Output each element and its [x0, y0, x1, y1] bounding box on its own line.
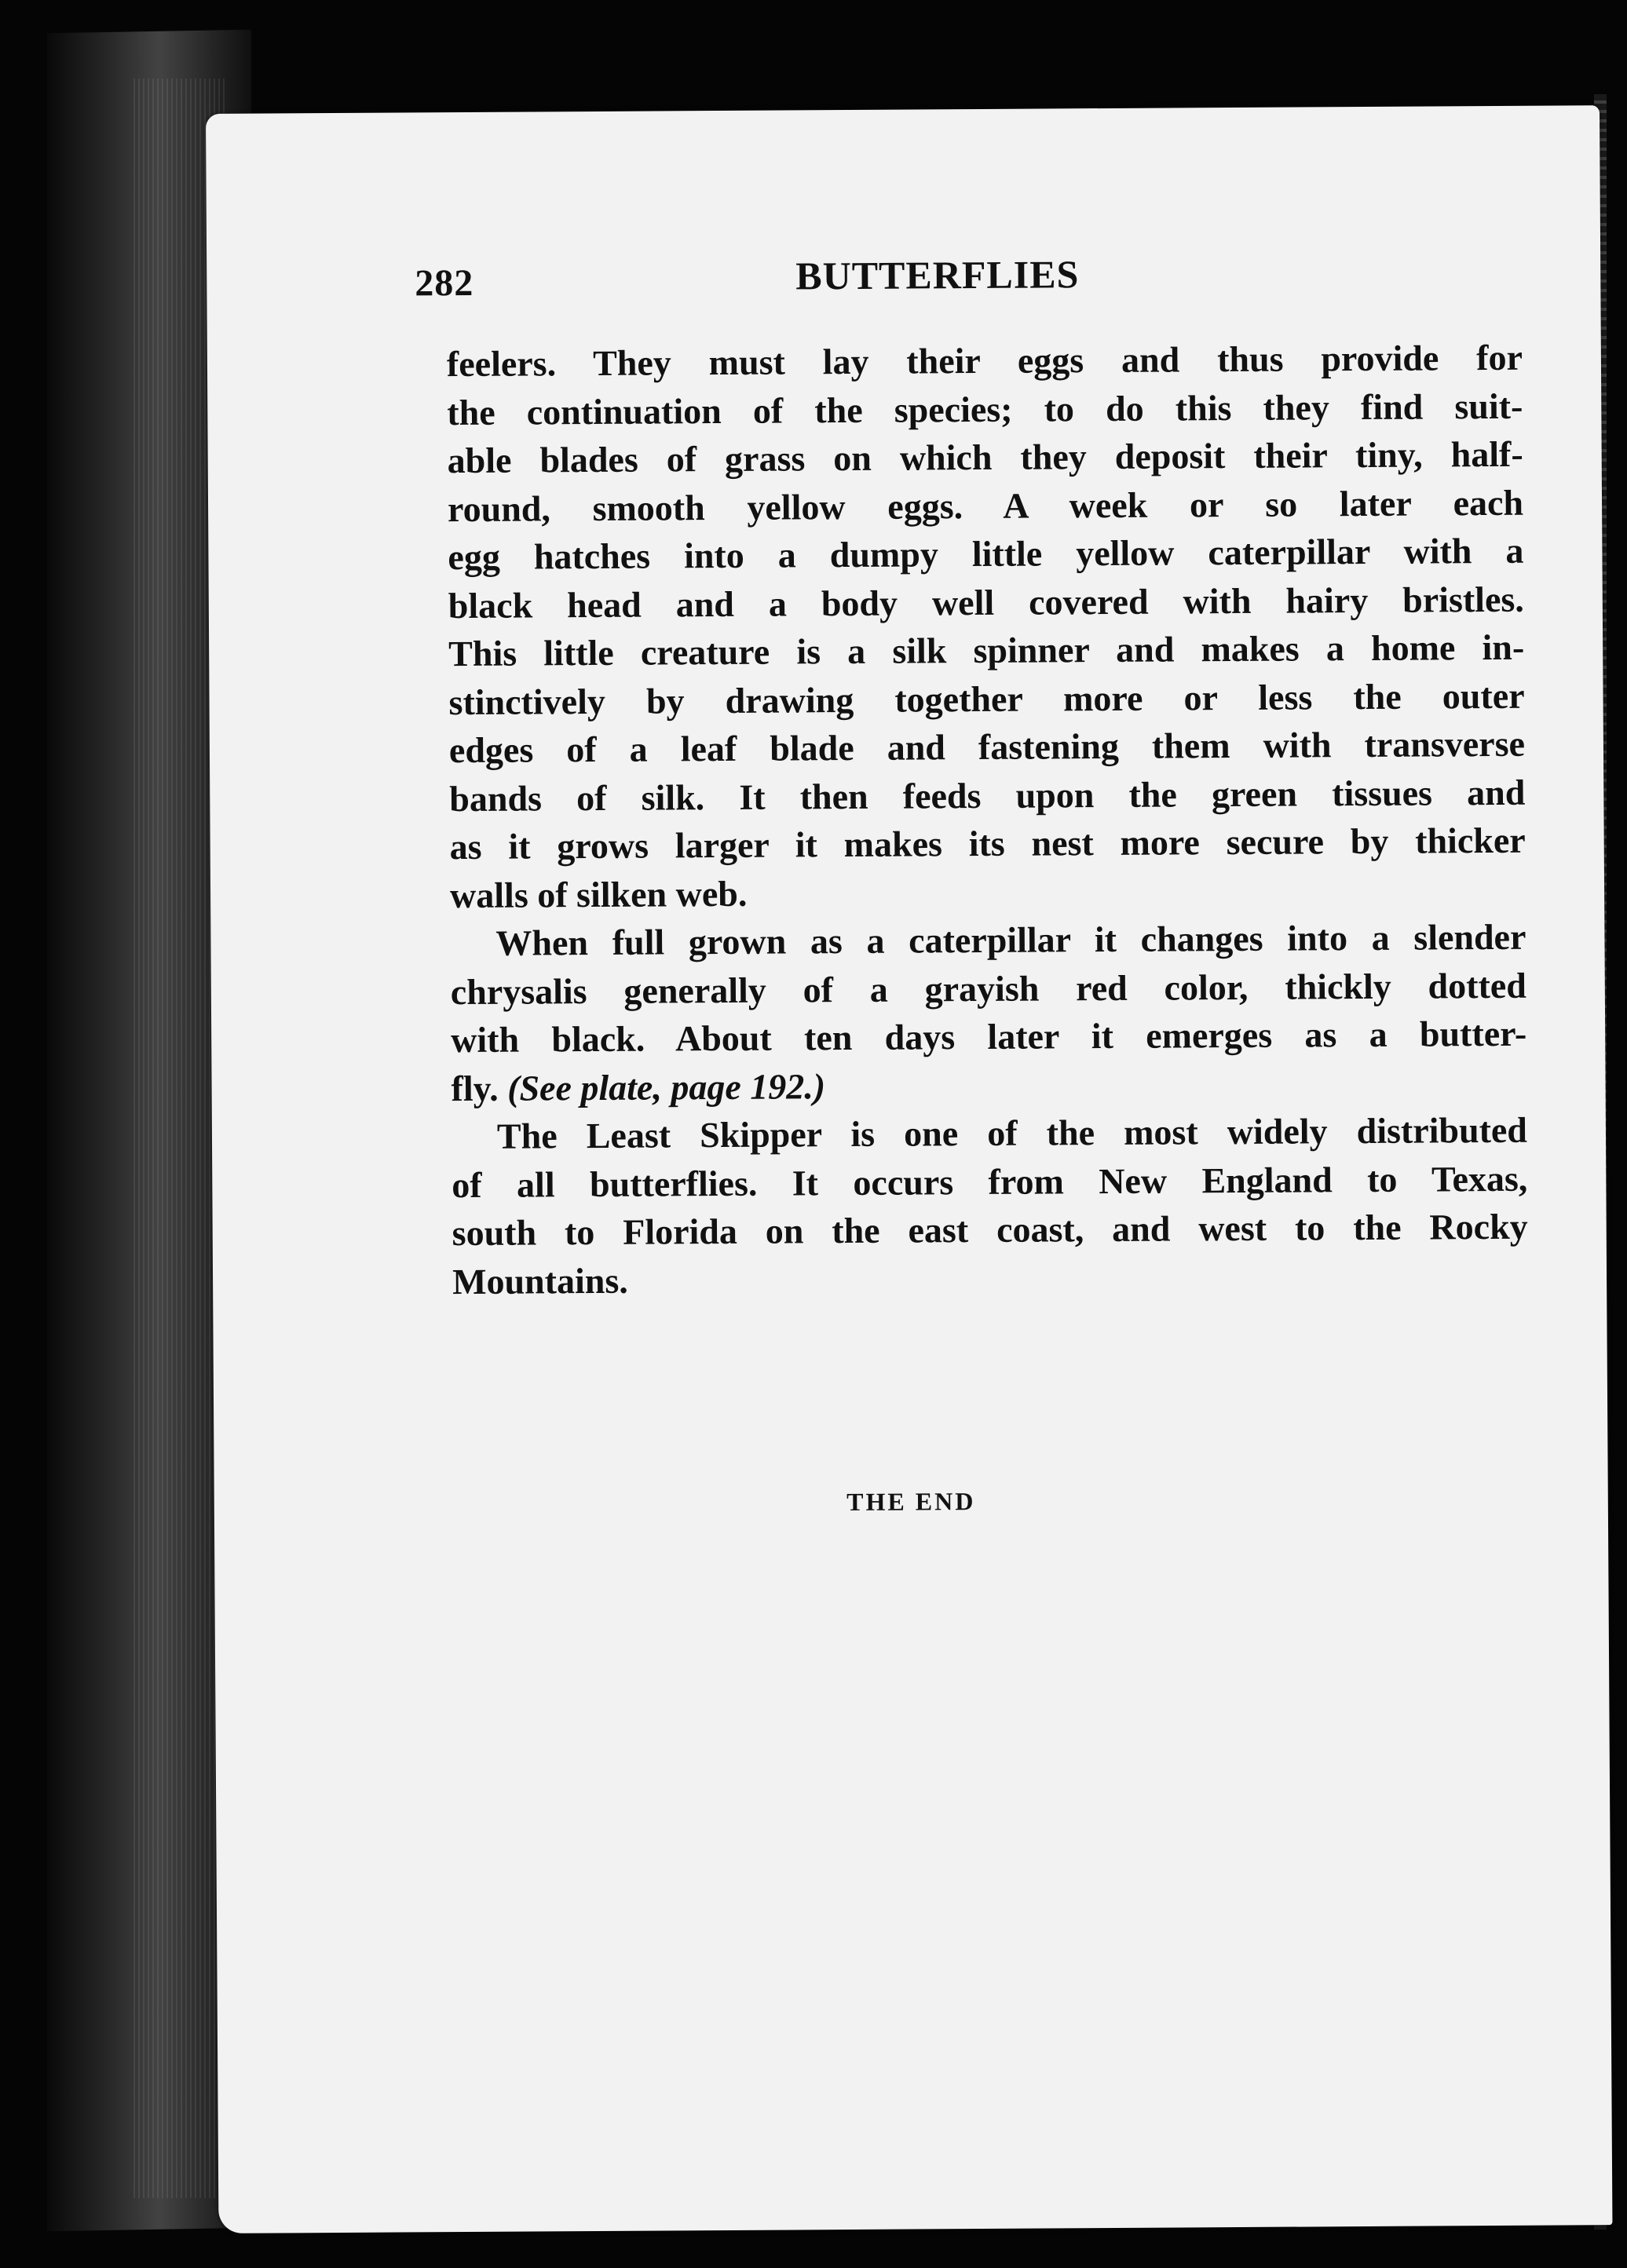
text-line [451, 1057, 1526, 1112]
text-line: with black. About ten days later it emerges as a butter- [451, 1013, 1527, 1061]
text-line: black head and a body well covered with hairy bristles. [448, 579, 1524, 626]
text-line: feelers. They must lay their eggs and thus provide for [446, 337, 1523, 385]
text-fragment: fly. [451, 1068, 508, 1108]
text-line: able blades of grass on which they deposit their tiny, half- [447, 433, 1523, 481]
header-title: BUTTERFLIES [795, 252, 1080, 298]
text-line: Mountains. [452, 1260, 628, 1302]
plate-reference: (See plate, page 192.) [506, 1065, 826, 1108]
text-line: This little creature is a silk spinner and makes a home in- [448, 626, 1525, 674]
text-line: bands of silk. It then feeds upon the green tissues and [449, 772, 1526, 819]
text-line: When full grown as a caterpillar it changes into a slender [495, 916, 1526, 963]
text-line: round, smooth yellow eggs. A week or so later each [447, 482, 1524, 529]
text-line: walls of silken web. [449, 873, 748, 915]
body-text [447, 334, 1528, 1306]
text-line: south to Florida on the east coast, and west to the Rocky [452, 1206, 1528, 1254]
the-end: THE END [846, 1487, 976, 1517]
text-line: as it grows larger it makes its nest more secure by thicker [449, 820, 1526, 867]
paragraph-3 [452, 1106, 1528, 1306]
paragraph-1 [447, 334, 1526, 919]
page-number: 282 [415, 261, 474, 305]
text-line: The Least Skipper is one of the most widely distributed [496, 1109, 1528, 1156]
text-line: of all butterflies. It occurs from New England to Texas, [452, 1158, 1528, 1205]
paragraph-2 [450, 913, 1526, 1112]
text-line: edges of a leaf blade and fastening them with transverse [448, 723, 1526, 771]
text-line: the continuation of the species; to do this they find suit- [447, 385, 1523, 433]
running-head [207, 254, 1600, 318]
text-line: stinctively by drawing together more or less the outer [448, 675, 1525, 722]
text-line: chrysalis generally of a grayish red color, thickly dotted [450, 965, 1526, 1012]
text-line: egg hatches into a dumpy little yellow caterpillar with a [448, 530, 1524, 578]
page-sheet [206, 105, 1612, 2233]
